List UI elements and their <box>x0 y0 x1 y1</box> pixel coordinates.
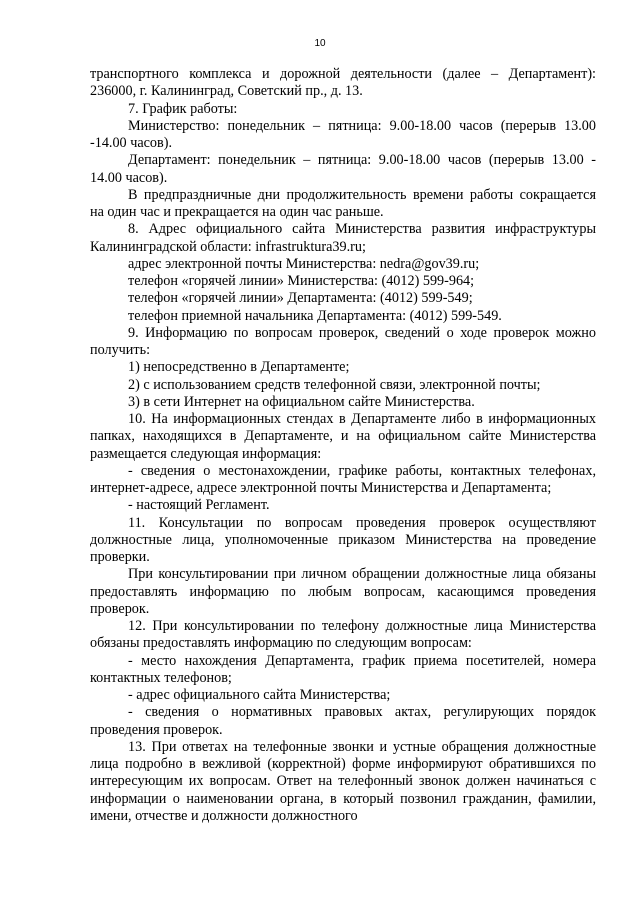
paragraph-phone-answers: 13. При ответах на телефонные звонки и устные обращения должностные лица подробно в вежливой (корректной) форме информируют обратившихся по интересующим их вопросам. Ответ на телефонный звонок должен начинаться с информации о наименовании органа, в который позвонил гражданин, фамилии, имени, отчестве и должности должностного <box>90 738 596 824</box>
paragraph-department-hotline: телефон «горячей линии» Департамента: (4012) 599-549; <box>128 290 473 307</box>
document-body <box>90 66 596 825</box>
paragraph-email: адрес электронной почты Министерства: nedra@gov39.ru; <box>128 255 480 272</box>
paragraph-department-address: транспортного комплекса и дорожной деятельности (далее – Департамент): 236000, г. Калининград, Советский пр., д. 13. <box>90 66 596 100</box>
paragraph-ministry-schedule: Министерство: понедельник – пятница: 9.00-18.00 часов (перерыв 13.00 -14.00 часов). <box>90 117 596 151</box>
paragraph-location-info: - сведения о местонахождении, графике работы, контактных телефонах, интернет-адресе, адресе электронной почты Министерства и Департамента; <box>90 462 596 496</box>
paragraph-department-schedule: Департамент: понедельник – пятница: 9.00-18.00 часов (перерыв 13.00 - 14.00 часов). <box>90 152 596 186</box>
paragraph-ministry-hotline: телефон «горячей линии» Министерства: (4012) 599-964; <box>128 273 475 289</box>
paragraph-location-schedule: - место нахождения Департамента, график приема посетителей, номера контактных телефонов; <box>90 652 596 686</box>
list-item-directly: 1) непосредственно в Департаменте; <box>128 359 350 376</box>
paragraph-reception-phone: телефон приемной начальника Департамента: (4012) 599-549. <box>128 307 502 324</box>
paragraph-personal-consulting: При консультировании при личном обращении должностные лица обязаны предоставлять информацию по любым вопросам, касающимся проведения проверок. <box>90 566 596 617</box>
list-item-phone-email: 2) с использованием средств телефонной связи, электронной почты; <box>128 376 541 393</box>
paragraph-website-address: - адрес официального сайта Министерства; <box>128 687 391 703</box>
paragraph-info-sources: 9. Информацию по вопросам проверок, сведений о ходе проверок можно получить: <box>90 324 596 358</box>
paragraph-regulation: - настоящий Регламент. <box>128 497 270 514</box>
paragraph-consultations: 11. Консультации по вопросам проведения проверок осуществляют должностные лица, уполномоченные приказом Министерства на проведение проверки. <box>90 514 596 565</box>
paragraph-info-stands: 10. На информационных стендах в Департаменте либо в информационных папках, находящихся в Департаменте, и на официальном сайте Министерства размещается следующая информация: <box>90 411 596 462</box>
paragraph-schedule-heading: 7. График работы: <box>128 100 238 117</box>
list-item-internet: 3) в сети Интернет на официальном сайте Министерства. <box>128 393 475 410</box>
paragraph-holiday-hours: В предпраздничные дни продолжительность времени работы сокращается на один час и прекращается на один час раньше. <box>90 186 596 220</box>
page-number: 10 <box>314 38 326 49</box>
paragraph-legal-acts: - сведения о нормативных правовых актах, регулирующих порядок проведения проверок. <box>90 704 596 738</box>
paragraph-website: 8. Адрес официального сайта Министерства развития инфраструктуры Калининградской области: infrastruktura39.ru; <box>90 221 596 255</box>
paragraph-phone-consulting: 12. При консультировании по телефону должностные лица Министерства обязаны предоставлять информацию по следующим вопросам: <box>90 618 596 652</box>
